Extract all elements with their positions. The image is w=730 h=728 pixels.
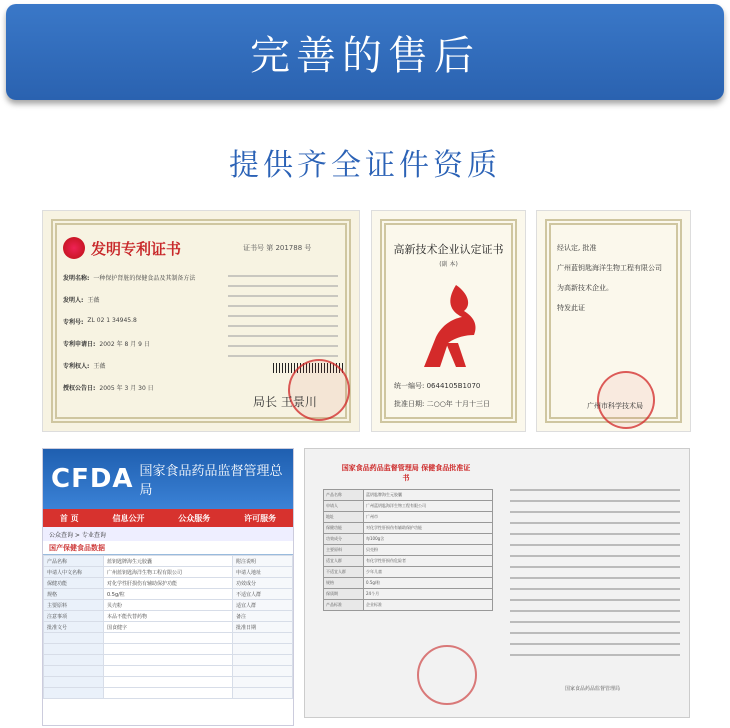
director-signature: 局长 王景川 [253,395,317,409]
table-row: 地址 广州市 [324,512,493,523]
table-row: 产品标准 企业标准 [324,600,493,611]
table-row [44,677,293,688]
patent-field: 发明人: 王薇 [63,297,100,304]
patent-header [63,237,181,259]
patent-field: 专利号: ZL 02 1 34945.8 [63,317,137,326]
table-row: 申请人 广州蓝钥匙海洋生物工程有限公司 [324,501,493,512]
table-row [44,644,293,655]
patent-field: 专利权人: 王薇 [63,363,106,370]
table-row: 规格 0.5g/粒 [324,578,493,589]
table-row: 适宜人群 有化学性肝损伤危险者 [324,556,493,567]
nav-item-public: 公众服务 [178,513,211,523]
banner-title: 完善的售后 [250,32,480,79]
table-row: 产品名称 蓝钥匙牌海生元胶囊 附注说明 [44,556,293,567]
table-row: 注意事项 本品不能代替药物 备注 [44,611,293,622]
patent-field: 授权公告日: 2005 年 3 月 30 日 [63,385,154,392]
official-seal-icon [597,371,655,429]
table-row: 主要原料 贝壳粉 适宜人群 [44,600,293,611]
table-row [44,655,293,666]
patent-fields [63,273,223,405]
recognition-certificate [536,210,691,432]
cfda-header [43,449,293,509]
table-row [44,666,293,677]
table-row: 保健功能 对化学性肝损伤有辅助保护功能 [324,523,493,534]
approval-issuer: 国家食品药品监督管理局 [565,686,621,692]
table-row: 主要原料 贝壳粉 [324,545,493,556]
product-table [43,555,293,699]
nav-item-info: 信息公开 [112,513,145,523]
nav-item-home: 首 页 [59,513,79,523]
section-heading: 国产保健食品数据 [43,541,293,555]
cfda-nav [43,509,293,527]
nav-item-license: 许可服务 [244,513,277,523]
official-seal-icon [417,645,477,705]
hightech-logo-icon [416,281,486,371]
hightech-subtitle: (副 本) [439,261,458,268]
approval-table [323,489,493,611]
approval-title: 国家食品药品监督管理局 保健食品批准证书 [341,464,471,482]
patent-body-text [228,275,338,365]
patent-title: 发明专利证书 [91,239,182,258]
table-row [44,633,293,644]
table-row: 功效成分 每100g含 [324,534,493,545]
table-row: 保健功能 对化学性肝损伤有辅助保护功能 功效成分 [44,578,293,589]
cfda-logo: CFDA [51,464,134,494]
approval-notes [510,489,680,665]
emblem-icon [63,237,85,259]
cfda-agency-name: 国家食品药品监督管理总局 [139,464,283,498]
hightech-title: 高新技术企业认定证书 [393,243,504,256]
patent-field: 发明名称: 一种保护肾脏的保健食品及其制备方法 [63,275,196,282]
table-row: 批准文号 国食健字 批准日期 [44,622,293,633]
approval-document [304,448,690,718]
cfda-website-screenshot [42,448,294,726]
hightech-certificate [371,210,526,432]
patent-number: 证书号 第 201788 号 [243,244,312,252]
breadcrumb: 公众查询 > 专业查询 [43,527,293,541]
table-row [44,688,293,699]
section-subtitle: 提供齐全证件资质 [229,148,501,183]
issuing-authority: 广州市科学技术局 [587,402,643,410]
hightech-number: 统一编号: 0644105B1070 [394,382,481,390]
patent-field: 专利申请日: 2002 年 8 月 9 日 [63,341,150,348]
official-seal-icon [288,359,350,421]
table-row: 保质期 24个月 [324,589,493,600]
table-row: 申请人中文名称 广州蓝钥匙海洋生物工程有限公司 申请人地址 [44,567,293,578]
table-row: 产品名称 蓝钥匙牌海生元胶囊 [324,490,493,501]
recognition-text: 经认定, 批准 广州蓝钥匙海洋生物工程有限公司 为高新技术企业。 特发此证 [557,244,662,312]
header-banner [6,4,724,100]
table-row: 规格 0.5g/粒 不适宜人群 [44,589,293,600]
hightech-date: 批准日期: 二○○年 十月十三日 [394,400,491,408]
patent-certificate [42,210,360,432]
table-row: 不适宜人群 少年儿童 [324,567,493,578]
